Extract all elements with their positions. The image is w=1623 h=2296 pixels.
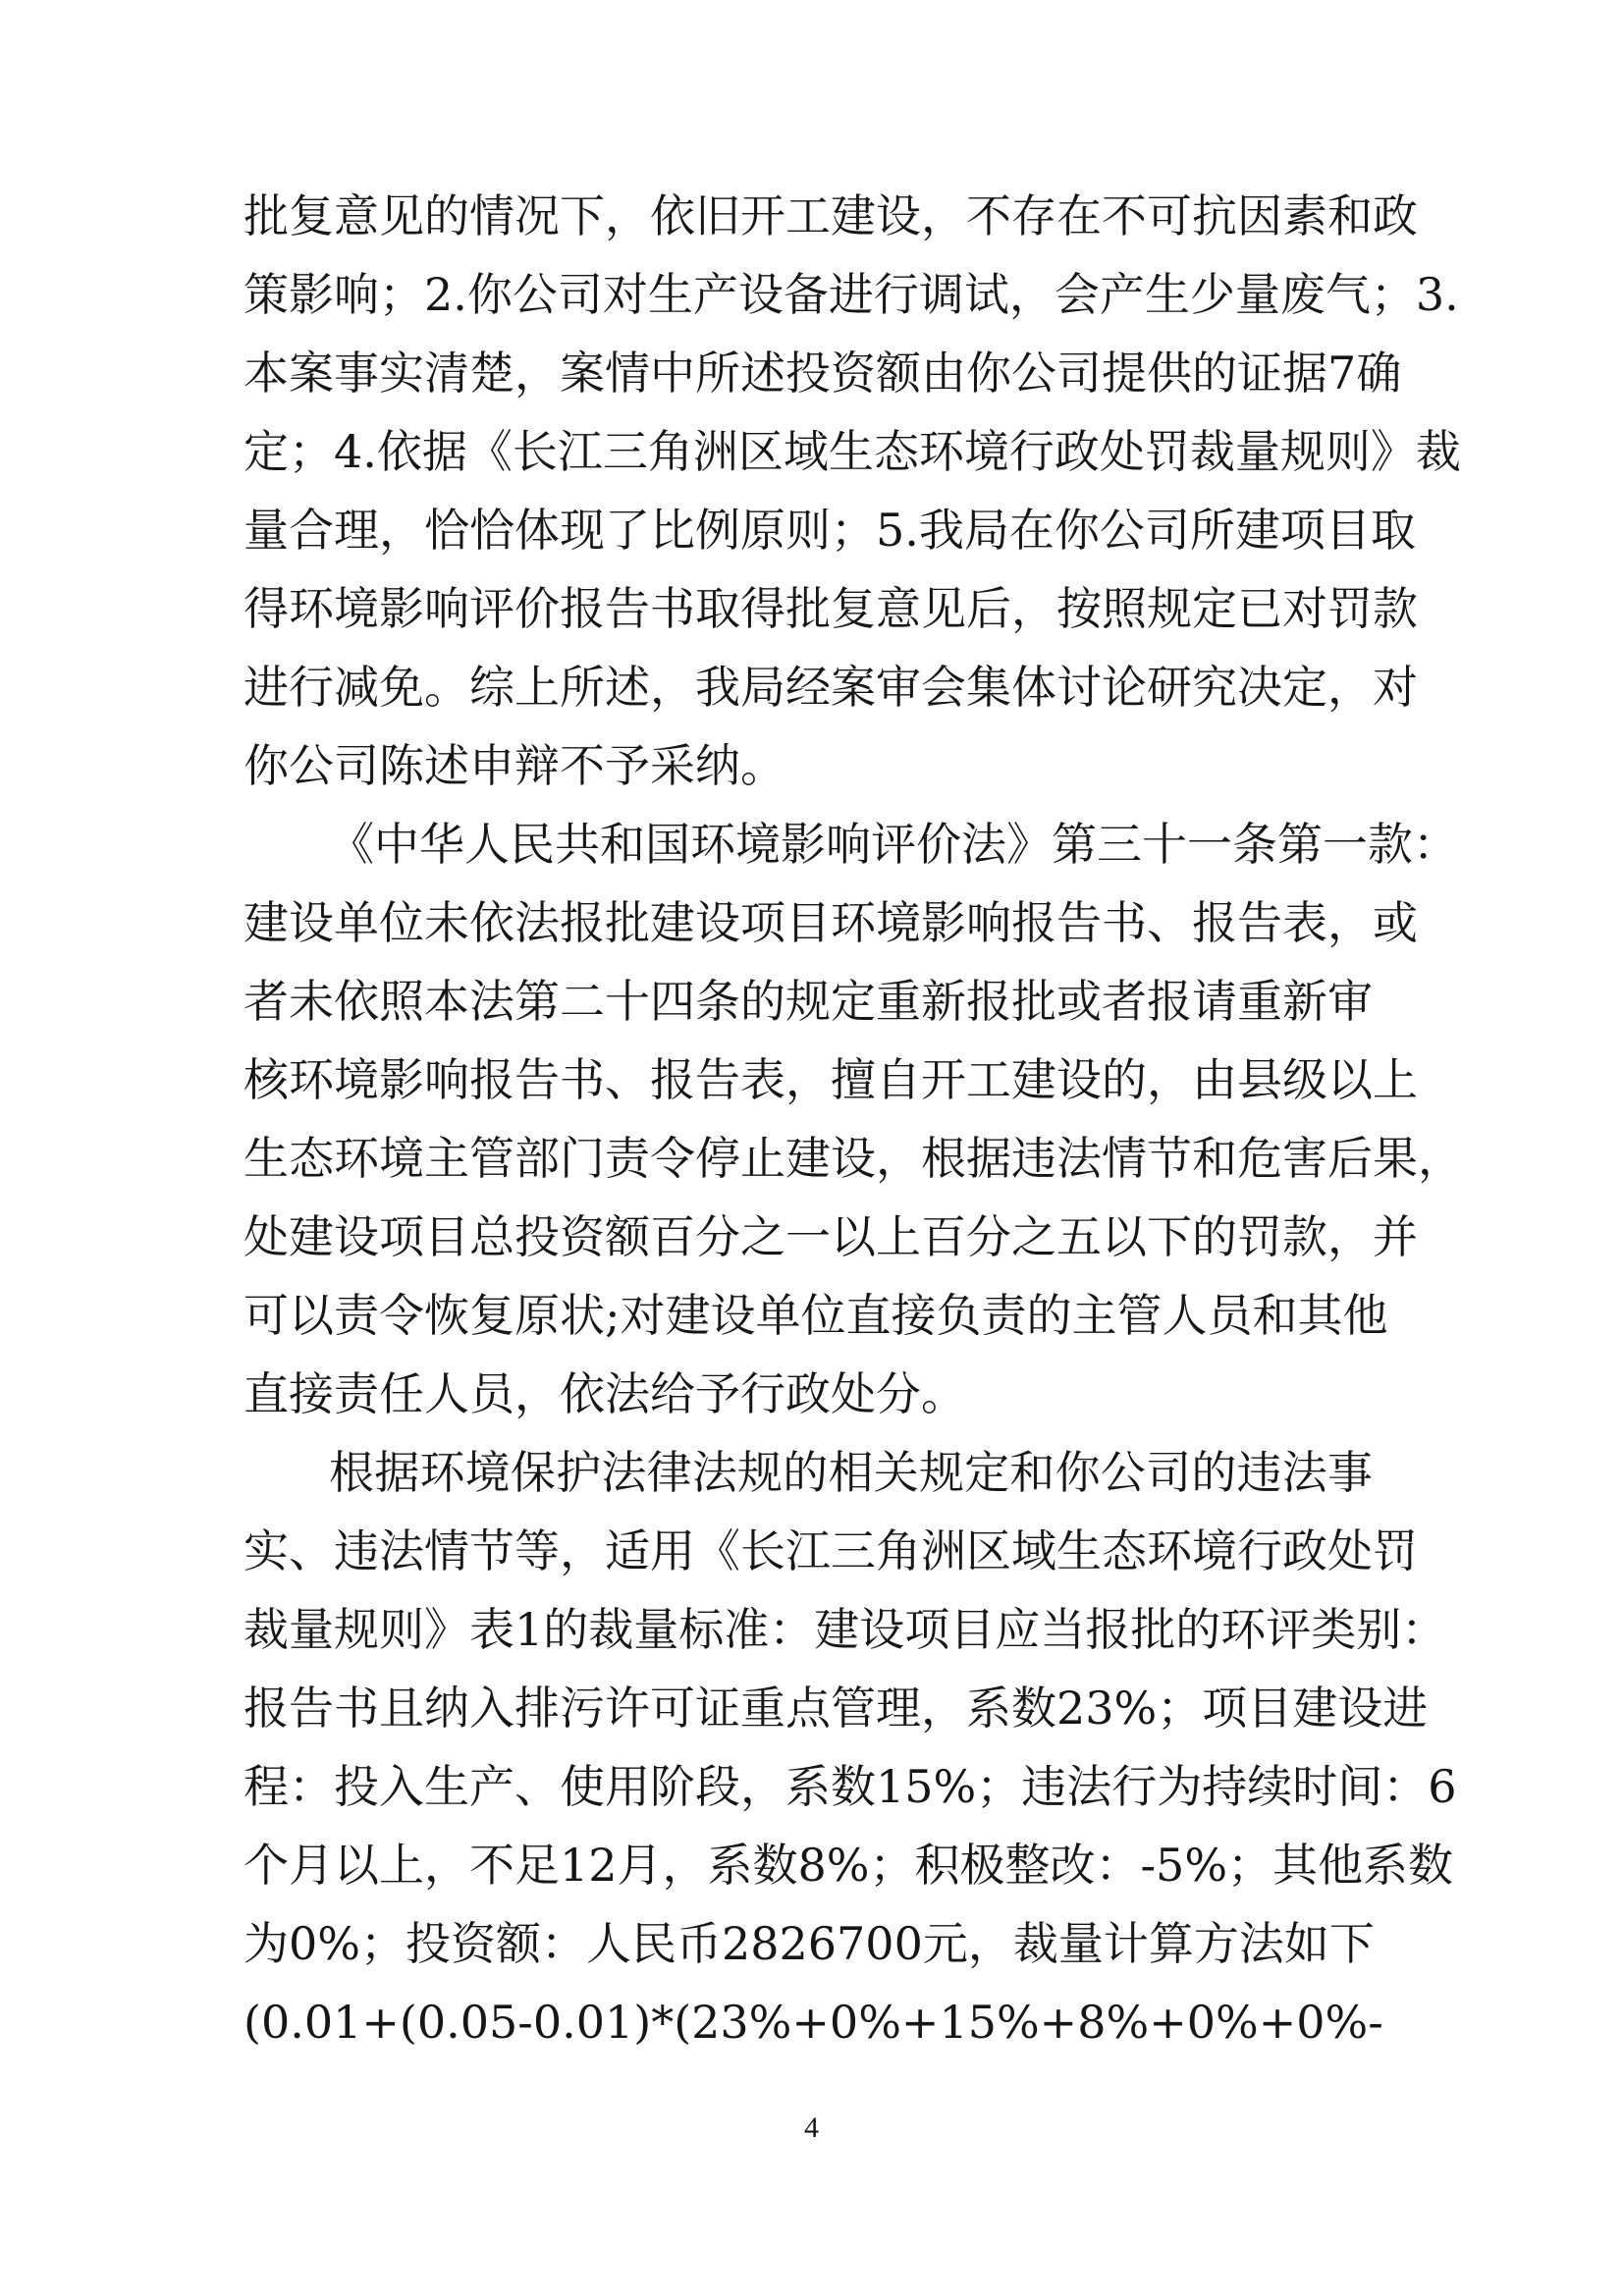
text-line-7: 进行减免。综上所述，我局经案审会集体讨论研究决定，对	[243, 661, 1418, 714]
text-line-17: 根据环境保护法律法规的相关规定和你公司的违法事	[329, 1446, 1373, 1499]
text-line-19: 裁量规则》表1的裁量标准：建设项目应当报批的环评类别：	[243, 1603, 1447, 1656]
text-line-8: 你公司陈述申辩不予采纳。	[243, 739, 785, 792]
text-line-4: 定；4.依据《长江三角洲区域生态环境行政处罚裁量规则》裁	[243, 425, 1461, 478]
page-number: 4	[804, 2111, 819, 2144]
text-line-18: 实、违法情节等，适用《长江三角洲区域生态环境行政处罚	[243, 1524, 1418, 1577]
text-line-22: 个月以上，不足12月，系数8%；积极整改：-5%；其他系数	[243, 1839, 1454, 1892]
text-line-13: 生态环境主管部门责令停止建设，根据违法情节和危害后果，	[243, 1132, 1463, 1185]
text-line-20: 报告书且纳入排污许可证重点管理，系数23%；项目建设进	[243, 1682, 1429, 1735]
text-line-24: (0.01+(0.05-0.01)*(23%+0%+15%+8%+0%+0%-	[243, 1996, 1383, 2049]
text-line-2: 策影响；2.你公司对生产设备进行调试，会产生少量废气；3.	[243, 268, 1459, 321]
text-line-3: 本案事实清楚，案情中所述投资额由你公司提供的证据7确	[243, 347, 1402, 400]
text-line-11: 者未依照本法第二十四条的规定重新报批或者报请重新审	[243, 975, 1373, 1028]
text-line-16: 直接责任人员，依法给予行政处分。	[243, 1367, 966, 1420]
text-line-5: 量合理，恰恰体现了比例原则；5.我局在你公司所建项目取	[243, 504, 1416, 557]
text-line-12: 核环境影响报告书、报告表，擅自开工建设的，由县级以上	[243, 1053, 1418, 1106]
text-line-14: 处建设项目总投资额百分之一以上百分之五以下的罚款，并	[243, 1210, 1418, 1263]
text-line-21: 程：投入生产、使用阶段，系数15%；违法行为持续时间：6	[243, 1760, 1457, 1813]
text-line-1: 批复意见的情况下，依旧开工建设，不存在不可抗因素和政	[243, 189, 1418, 242]
text-line-23: 为0%；投资额：人民币2826700元，裁量计算方法如下	[243, 1917, 1375, 1970]
text-line-15: 可以责令恢复原状;对建设单位直接负责的主管人员和其他	[243, 1289, 1388, 1342]
text-line-9: 《中华人民共和国环境影响评价法》第三十一条第一款：	[329, 818, 1458, 871]
text-line-10: 建设单位未依法报批建设项目环境影响报告书、报告表，或	[243, 896, 1418, 949]
text-line-6: 得环境影响评价报告书取得批复意见后，按照规定已对罚款	[243, 582, 1418, 635]
